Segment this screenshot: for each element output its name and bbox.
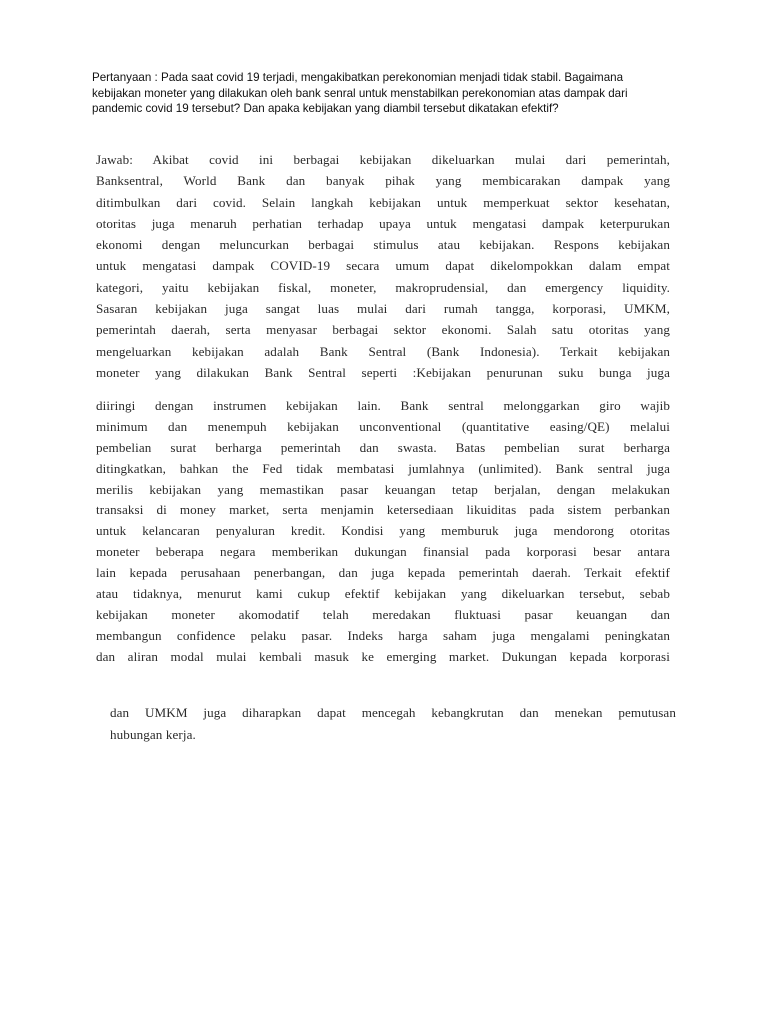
answer-line: untuk mengatasi dampak COVID-19 secara umum dapat dikelompokkan dalam empat [96,258,670,274]
answer-line: dan aliran modal mulai kembali masuk ke emerging market. Dukungan kepada korporasi [96,648,670,664]
answer-line: mengeluarkan kebijakan adalah Bank Sentral (Bank Indonesia). Terkait kebijakan [96,343,670,359]
answer-scan-block-1 [96,149,670,383]
answer-line: merilis kebijakan yang memastikan pasar keuangan tetap berjalan, dengan melakukan [96,481,670,497]
answer-line: membangun confidence pelaku pasar. Indeks harga saham juga mengalami peningkatan [96,627,670,643]
answer-line: dan UMKM juga diharapkan dapat mencegah kebangkrutan dan menekan pemutusan [110,705,676,720]
answer-line: ekonomi dengan meluncurkan berbagai stimulus atau kebijakan. Respons kebijakan [96,237,670,253]
answer-line: minimum dan menempuh kebijakan unconventional (quantitative easing/QE) melalui [96,418,670,434]
answer-line: Banksentral, World Bank dan banyak pihak yang membicarakan dampak yang [96,173,670,189]
answer-line: moneter yang dilakukan Bank Sentral seperti :Kebijakan penurunan suku bunga juga [96,364,670,380]
answer-line: Sasaran kebijakan juga sangat luas mulai dari rumah tangga, korporasi, UMKM, [96,301,670,317]
answer-line: pembelian surat berharga pemerintah dan swasta. Batas pembelian surat berharga [96,439,670,455]
answer-line: atau tidaknya, menurut kami cukup efektif kebijakan yang dikeluarkan tersebut, sebab [96,586,670,602]
answer-line: hubungan kerja. [110,727,196,742]
answer-line: kebijakan moneter akomodatif telah meredakan fluktuasi pasar keuangan dan [96,606,670,622]
answer-line: ditimbulkan dari covid. Selain langkah kebijakan untuk memperkuat sektor kesehatan, [96,194,670,210]
answer-line: transaksi di money market, serta menjamin ketersediaan likuiditas pada sistem perbankan [96,502,670,518]
answer-line: untuk kelancaran penyaluran kredit. Kondisi yang memburuk juga mendorong otoritas [96,523,670,539]
answer-line: ditingkatkan, bahkan the Fed tidak membatasi jumlahnya (unlimited). Bank sentral juga [96,460,670,476]
answer-scan-block-2 [96,396,670,668]
question-line: Pertanyaan : Pada saat covid 19 terjadi, mengakibatkan perekonomian menjadi tidak stabil. Bagaimana [92,71,624,84]
question-line: kebijakan moneter yang dilakukan oleh bank senral untuk menstabilkan perekonomian atas dampak dari [92,86,628,100]
answer-line: otoritas juga menaruh perhatian terhadap upaya untuk mengatasi dampak keterpurukan [96,215,670,231]
answer-line: pemerintah daerah, serta menyasar berbagai sektor ekonomi. Salah satu otoritas yang [96,322,670,338]
answer-line: Jawab: Akibat covid ini berbagai kebijakan dikeluarkan mulai dari pemerintah, [96,152,670,167]
answer-line: moneter beberapa negara memberikan dukungan finansial pada korporasi besar antara [96,544,670,560]
answer-line: diiringi dengan instrumen kebijakan lain. Bank sentral melonggarkan giro wajib [96,398,670,413]
question-paragraph [92,70,692,117]
answer-line: kategori, yaitu kebijakan fiskal, moneter, makroprudensial, dan emergency liquidity. [96,279,670,295]
answer-scan-block-3 [110,702,676,746]
answer-line: lain kepada perusahaan penerbangan, dan juga kepada pemerintah daerah. Terkait efektif [96,565,670,581]
question-line: pandemic covid 19 tersebut? Dan apaka kebijakan yang diambil tersebut dikatakan efektif? [92,102,559,116]
